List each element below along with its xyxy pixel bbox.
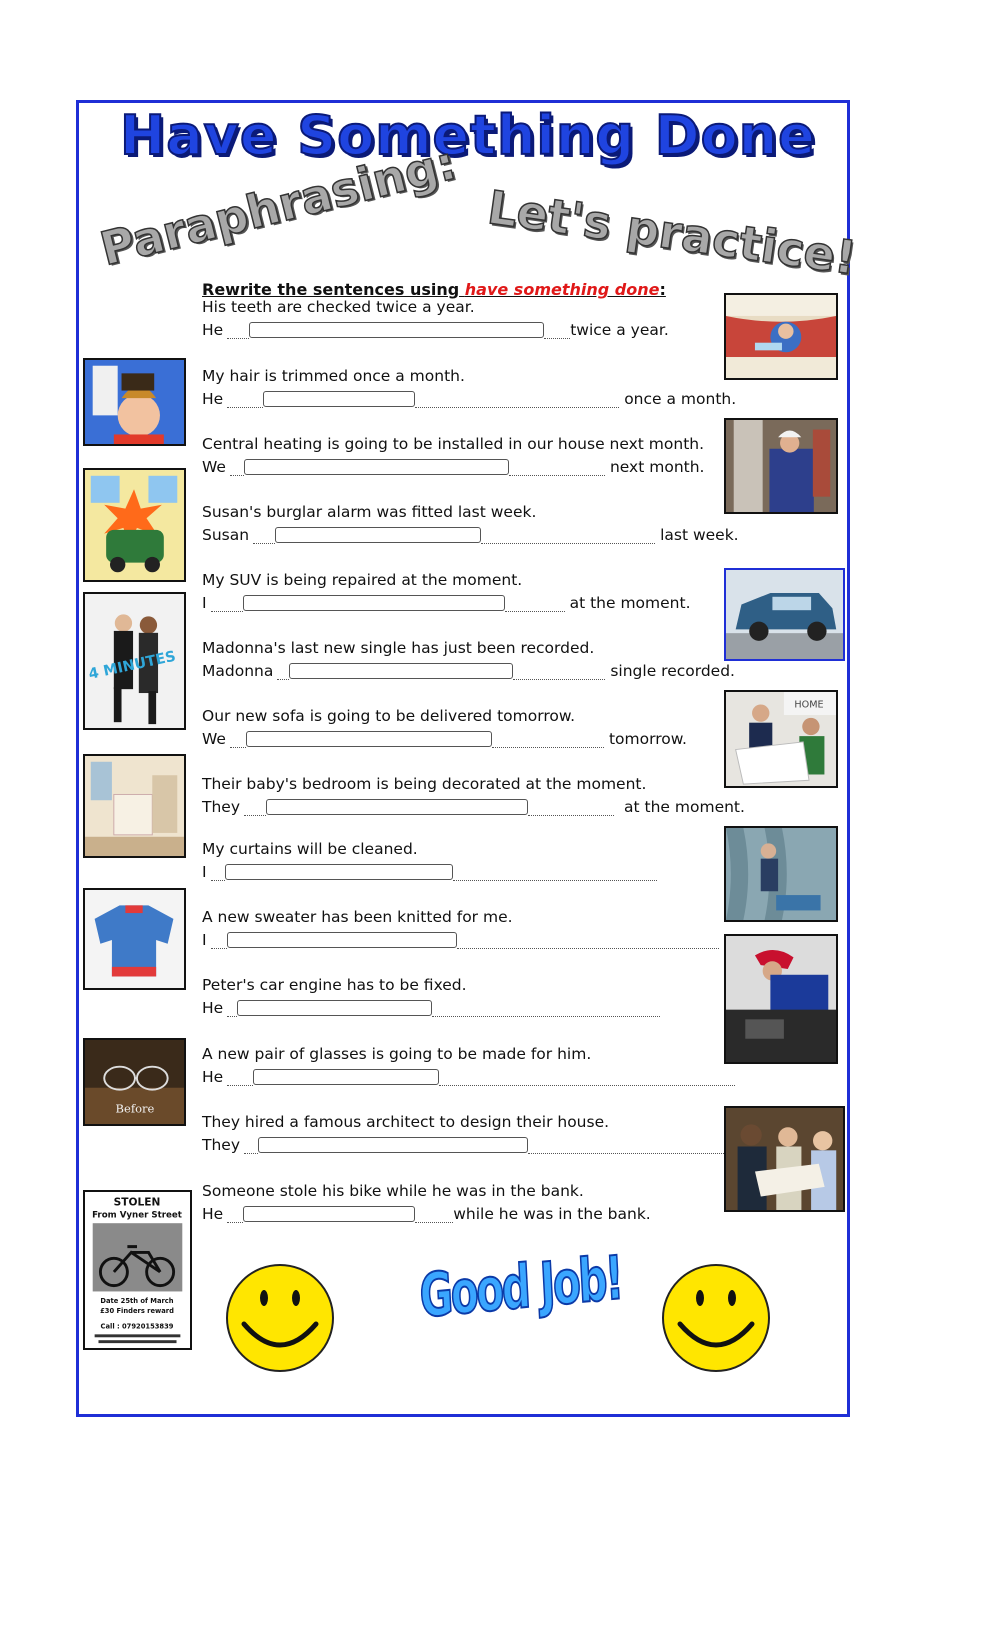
answer-box[interactable]	[258, 1137, 528, 1153]
exercise-answer-line	[202, 928, 719, 952]
exercise-subject: We	[202, 730, 226, 748]
heating-engineer-photo	[724, 418, 838, 514]
answer-box[interactable]	[253, 1069, 439, 1085]
exercise-question: My hair is trimmed once a month.	[202, 367, 465, 385]
subtitle-paraphrasing: Paraphrasing:	[94, 135, 462, 276]
poster-title: STOLEN	[113, 1195, 161, 1209]
glasses-caption: Before	[115, 1101, 155, 1116]
exercise-question: Central heating is going to be installed in our house next month.	[202, 435, 705, 453]
exercise-subject: Susan	[202, 526, 250, 544]
exercise-item	[202, 773, 745, 819]
exercise-item	[202, 838, 657, 884]
exercise-question: They hired a famous architect to design their house.	[202, 1113, 610, 1131]
poster-line-3: Call : 07920153839	[100, 1322, 174, 1331]
exercise-subject: They	[202, 798, 241, 816]
burglar-alarm-cartoon	[83, 468, 186, 582]
exercise-answer-line	[202, 591, 691, 615]
answer-box[interactable]	[289, 663, 513, 679]
exercise-subject: They	[202, 1136, 241, 1154]
worksheet-title: Have Something Done	[120, 104, 816, 167]
poster-subtitle: From Vyner Street	[92, 1210, 182, 1221]
exercise-ending: at the moment.	[624, 798, 745, 816]
madonna-cover	[83, 592, 186, 730]
exercise-subject: I	[202, 863, 207, 881]
exercise-item	[202, 974, 660, 1020]
smiley-face-right-icon	[660, 1262, 772, 1374]
answer-box[interactable]	[237, 1000, 432, 1016]
exercise-item	[202, 637, 735, 683]
smiley-face-left-icon	[224, 1262, 336, 1374]
exercise-answer-line	[202, 455, 704, 479]
answer-box[interactable]	[249, 322, 544, 338]
poster-line-1: Date 25th of March	[100, 1297, 174, 1306]
madonna-title-text: 4 MINUTES	[87, 648, 178, 683]
exercise-question: Someone stole his bike while he was in the bank.	[202, 1182, 584, 1200]
exercise-subject: Madonna	[202, 662, 274, 680]
good-job-banner: Good Job!	[418, 1243, 624, 1332]
exercise-question: A new sweater has been knitted for me.	[202, 908, 513, 926]
baby-bedroom-photo	[83, 754, 186, 858]
curtain-cleaning-photo	[724, 826, 838, 922]
exercise-question: Our new sofa is going to be delivered tomorrow.	[202, 707, 576, 725]
exercise-item	[202, 501, 739, 547]
exercise-answer-line	[202, 387, 736, 411]
exercise-question: Their baby's bedroom is being decorated at the moment.	[202, 775, 647, 793]
exercise-answer-line	[202, 727, 687, 751]
exercise-ending: while he was in the bank.	[453, 1205, 651, 1223]
exercise-answer-line	[202, 860, 657, 884]
exercise-question: Peter's car engine has to be fixed.	[202, 976, 467, 994]
answer-box[interactable]	[243, 1206, 415, 1222]
exercise-ending: twice a year.	[570, 321, 669, 339]
exercise-answer-line	[202, 523, 739, 547]
exercise-answer-line	[202, 659, 735, 683]
exercise-question: A new pair of glasses is going to be made for him.	[202, 1045, 592, 1063]
exercise-subject: I	[202, 594, 207, 612]
mechanic-photo	[724, 934, 838, 1064]
exercise-item	[202, 1111, 726, 1157]
answer-box[interactable]	[263, 391, 415, 407]
exercise-ending: once a month.	[624, 390, 737, 408]
exercise-item	[202, 296, 669, 342]
exercise-subject: We	[202, 458, 226, 476]
answer-box[interactable]	[275, 527, 481, 543]
exercise-answer-line	[202, 318, 669, 342]
answer-box[interactable]	[225, 864, 453, 880]
answer-box[interactable]	[243, 595, 505, 611]
exercise-question: Madonna's last new single has just been recorded.	[202, 639, 595, 657]
answer-box[interactable]	[266, 799, 528, 815]
answer-box[interactable]	[244, 459, 509, 475]
exercise-item	[202, 906, 719, 952]
subtitle-lets-practice: Let's practice!	[484, 180, 860, 286]
exercise-ending: next month.	[609, 458, 705, 476]
architects-photo	[724, 1106, 845, 1212]
exercise-item	[202, 1043, 735, 1089]
delivery-men-photo	[724, 690, 838, 788]
exercise-answer-line	[202, 996, 660, 1020]
suv-photo	[724, 568, 845, 661]
exercise-ending: last week.	[660, 526, 739, 544]
instruction-suffix: :	[659, 280, 666, 299]
exercise-question: His teeth are checked twice a year.	[202, 298, 475, 316]
exercise-question: Susan's burglar alarm was fitted last week.	[202, 503, 537, 521]
exercise-item	[202, 705, 687, 751]
exercise-item	[202, 433, 704, 479]
exercise-subject: He	[202, 390, 224, 408]
dentist-photo	[724, 293, 838, 380]
instruction-highlight: have something done	[464, 280, 660, 299]
exercise-answer-line	[202, 1202, 651, 1226]
exercise-ending: single recorded.	[610, 662, 735, 680]
exercise-item	[202, 365, 736, 411]
instruction-prefix: Rewrite the sentences using	[202, 280, 465, 299]
poster-line-2: £30 Finders reward	[100, 1306, 174, 1315]
exercise-question: My SUV is being repaired at the moment.	[202, 571, 523, 589]
exercise-subject: I	[202, 931, 207, 949]
exercise-item	[202, 1180, 651, 1226]
truck-text: HOME	[794, 699, 824, 711]
exercise-subject: He	[202, 999, 224, 1017]
exercise-question: My curtains will be cleaned.	[202, 840, 418, 858]
exercise-subject: He	[202, 321, 224, 339]
exercise-item	[202, 569, 691, 615]
exercise-answer-line	[202, 795, 745, 819]
exercise-answer-line	[202, 1133, 726, 1157]
exercise-subject: He	[202, 1205, 224, 1223]
exercise-subject: He	[202, 1068, 224, 1086]
answer-box[interactable]	[227, 932, 457, 948]
exercise-answer-line	[202, 1065, 735, 1089]
exercise-ending: tomorrow.	[608, 730, 687, 748]
stolen-bike-poster	[83, 1190, 192, 1350]
sweater-photo	[83, 888, 186, 990]
exercise-ending: at the moment.	[569, 594, 691, 612]
glasses-photo	[83, 1038, 186, 1126]
answer-box[interactable]	[246, 731, 492, 747]
haircut-boy-photo	[83, 358, 186, 446]
